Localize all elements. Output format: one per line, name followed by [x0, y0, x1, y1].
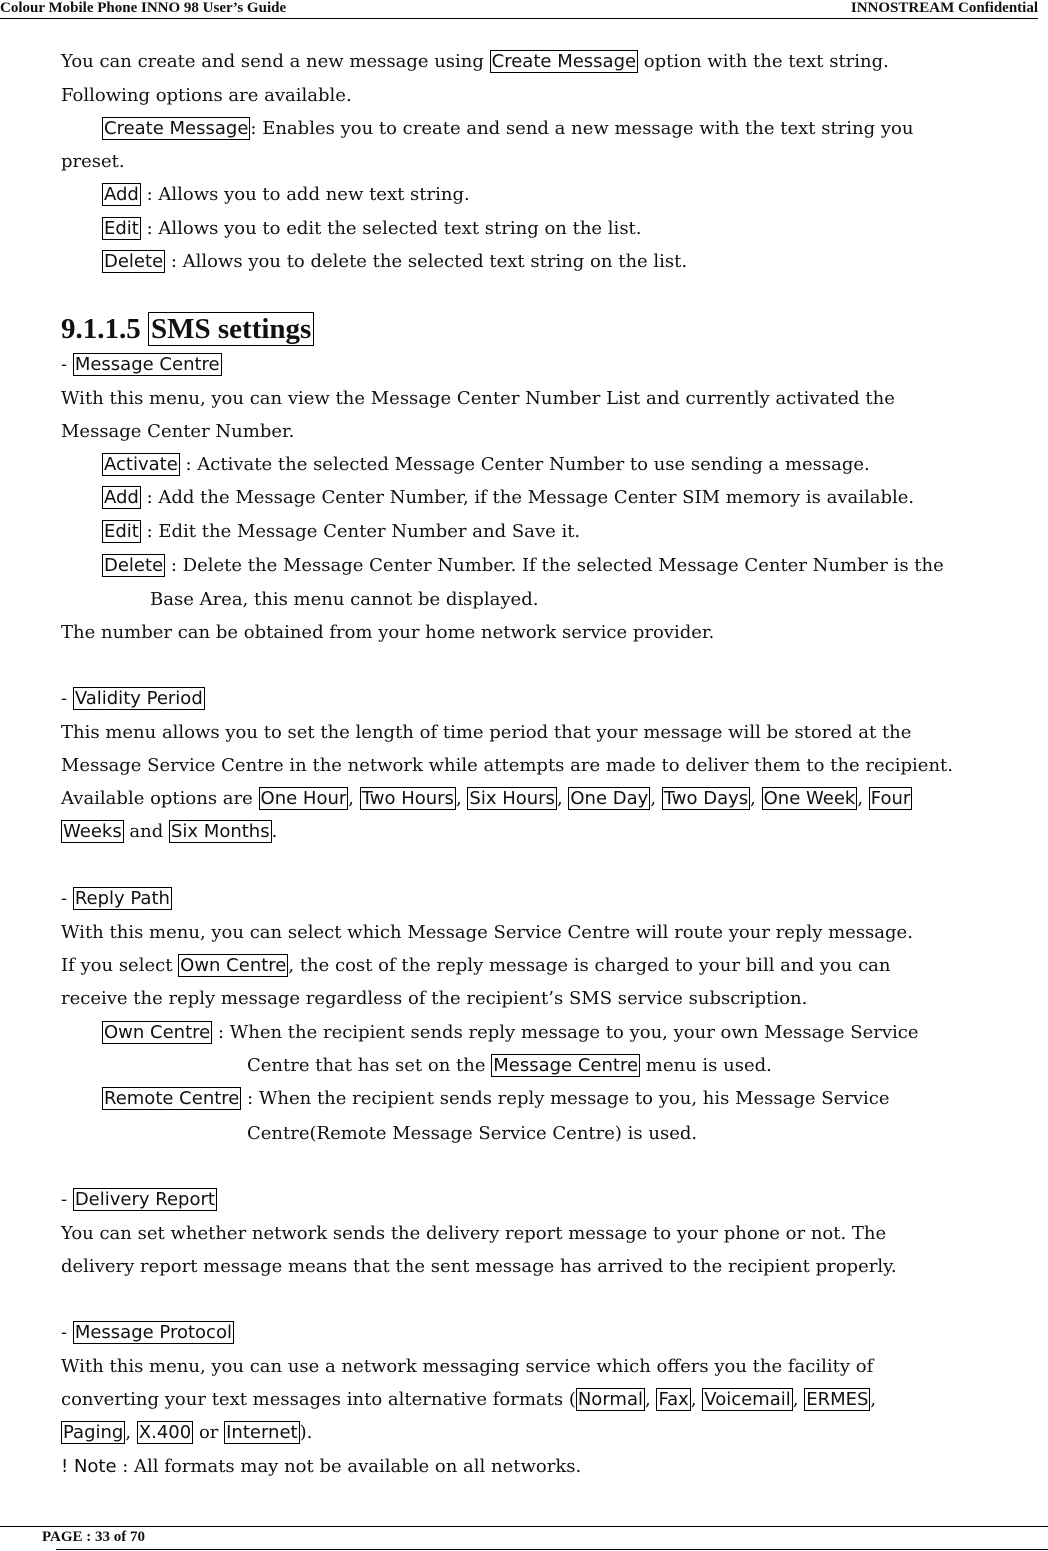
mc-p1: With this menu, you can view the Message Center Number List and currently activated the [61, 388, 895, 409]
activate-item [102, 453, 870, 477]
mc-delete-label: Delete [104, 555, 164, 576]
intro-line-2: Following options are available. [61, 85, 352, 106]
create-message-label: Create Message [104, 118, 249, 139]
text: : Allows you to edit the selected text string on the list. [140, 218, 642, 239]
dash: - [61, 1322, 73, 1343]
text: option with the text string. [638, 51, 889, 72]
option-four-weeks-a: Four [870, 788, 911, 809]
create-message-item [102, 117, 913, 141]
mc-edit-item [102, 520, 580, 544]
sep: , [556, 788, 569, 809]
validity-title: Validity Period [74, 688, 203, 709]
text: : Allows you to delete the selected text string on the list. [165, 251, 688, 272]
text: : Enables you to create and send a new message with the text string you [250, 118, 914, 139]
dash: - [61, 688, 73, 709]
delete-item [102, 250, 687, 274]
text: : When the recipient sends reply message to you, his Message Service [241, 1088, 890, 1109]
page-number: PAGE : 33 of 70 [42, 1529, 146, 1545]
text: You can create and send a new message using [61, 51, 490, 72]
text: : When the recipient sends reply message to you, your own Message Service [212, 1022, 919, 1043]
footer-rule-top [0, 1526, 1048, 1527]
add-item [102, 183, 470, 207]
option-two-days: Two Days [663, 788, 749, 809]
validity-p1: This menu allows you to set the length of time period that your message will be stored at the [61, 722, 912, 743]
own-centre-item [102, 1021, 919, 1045]
edit-label: Edit [104, 218, 139, 239]
sep: , [690, 1389, 703, 1410]
format-voicemail: Voicemail [704, 1389, 791, 1410]
sep: , [857, 788, 869, 809]
sep: , [348, 788, 360, 809]
mc-add-label: Add [104, 487, 139, 508]
format-x400: X.400 [138, 1422, 192, 1443]
text: or [193, 1422, 225, 1443]
sep: , [792, 1389, 805, 1410]
delivery-p2: delivery report message means that the sent message has arrived to the recipient properly. [61, 1256, 897, 1277]
protocol-heading [61, 1321, 234, 1345]
text: Centre that has set on the [247, 1055, 492, 1076]
protocol-p2 [61, 1388, 876, 1412]
text: converting your text messages into alternative formats ( [61, 1389, 576, 1410]
section-title: SMS settings [148, 312, 314, 346]
text: : Activate the selected Message Center Number to use sending a message. [179, 454, 870, 475]
own-centre-label: Own Centre [104, 1022, 211, 1043]
option-six-months: Six Months [171, 821, 270, 842]
option-four-weeks-b: Weeks [63, 821, 122, 842]
protocol-title: Message Protocol [74, 1322, 232, 1343]
dash: - [61, 888, 73, 909]
text: and [123, 821, 169, 842]
remote-centre-cont: Centre(Remote Message Service Centre) is used. [247, 1123, 698, 1144]
message-centre-title: Message Centre [74, 354, 220, 375]
protocol-p1: With this menu, you can use a network messaging service which offers you the facility of [61, 1356, 874, 1377]
edit-item [102, 217, 642, 241]
own-centre-inline: Own Centre [180, 955, 287, 976]
create-message-cont: preset. [61, 151, 125, 172]
note-label: ! Note [61, 1456, 117, 1477]
format-fax: Fax [658, 1389, 689, 1410]
mc-edit-label: Edit [104, 521, 139, 542]
validity-p2: Message Service Centre in the network while attempts are made to deliver them to the recipient. [61, 755, 954, 776]
sep: , [125, 1422, 137, 1443]
sep: , [750, 788, 762, 809]
mc-p3: The number can be obtained from your home network service provider. [61, 622, 715, 643]
text: . [271, 821, 278, 842]
validity-heading [61, 687, 205, 711]
text: : Delete the Message Center Number. If the selected Message Center Number is the [165, 555, 944, 576]
page-header [0, 0, 1038, 19]
reply-p2 [61, 954, 890, 978]
message-centre-inline: Message Centre [493, 1055, 639, 1076]
text: : Allows you to add new text string. [140, 184, 470, 205]
delivery-title: Delivery Report [74, 1189, 215, 1210]
section-heading [61, 310, 314, 348]
protocol-p3 [61, 1421, 312, 1445]
text: If you select [61, 955, 179, 976]
reply-p3: receive the reply message regardless of the recipient’s SMS service subscription. [61, 988, 808, 1009]
reply-heading [61, 887, 172, 911]
footer-rule-bottom [56, 1549, 1048, 1550]
reply-p1: With this menu, you can select which Message Service Centre will route your reply message. [61, 922, 913, 943]
text: ). [299, 1422, 313, 1443]
delivery-p1: You can set whether network sends the delivery report message to your phone or not. The [61, 1223, 887, 1244]
section-number: 9.1.1.5 [61, 313, 148, 345]
note-text: : All formats may not be available on all networks. [116, 1456, 582, 1477]
dash: - [61, 1189, 73, 1210]
own-centre-cont [247, 1054, 772, 1078]
mc-p2: Message Center Number. [61, 421, 295, 442]
sep: , [644, 1389, 657, 1410]
format-paging: Paging [63, 1422, 124, 1443]
text: , the cost of the reply message is charged to your bill and you can [288, 955, 891, 976]
validity-options-line-2 [61, 820, 277, 844]
validity-options-line [61, 787, 912, 811]
remote-centre-label: Remote Centre [104, 1088, 240, 1109]
add-label: Add [104, 184, 139, 205]
option-one-hour: One Hour [260, 788, 347, 809]
option-one-day: One Day [570, 788, 649, 809]
delivery-heading [61, 1188, 217, 1212]
header-confidential: INNOSTREAM Confidential [850, 0, 1038, 16]
intro-line-1 [61, 50, 889, 74]
reply-title: Reply Path [74, 888, 170, 909]
option-one-week: One Week [763, 788, 856, 809]
mc-delete-item [102, 554, 944, 578]
text: : Add the Message Center Number, if the Message Center SIM memory is available. [140, 487, 915, 508]
mc-add-item [102, 486, 914, 510]
format-internet: Internet [226, 1422, 298, 1443]
format-ermes: ERMES [806, 1389, 869, 1410]
option-two-hours: Two Hours [361, 788, 454, 809]
sep: , [455, 788, 468, 809]
sep: , [650, 788, 662, 809]
message-centre-heading [61, 353, 222, 377]
create-message-option: Create Message [491, 51, 637, 72]
sep: , [870, 1389, 877, 1410]
text: menu is used. [640, 1055, 772, 1076]
text: : Edit the Message Center Number and Save it. [140, 521, 581, 542]
protocol-note [61, 1455, 581, 1479]
mc-delete-cont: Base Area, this menu cannot be displayed. [150, 589, 539, 610]
format-normal: Normal [577, 1389, 643, 1410]
dash: - [61, 354, 73, 375]
header-title: Colour Mobile Phone INNO 98 User’s Guide [0, 0, 287, 16]
delete-label: Delete [104, 251, 164, 272]
page-footer [0, 1526, 1048, 1550]
remote-centre-item [102, 1087, 890, 1111]
activate-label: Activate [104, 454, 178, 475]
option-six-hours: Six Hours [469, 788, 555, 809]
text: Available options are [61, 788, 259, 809]
